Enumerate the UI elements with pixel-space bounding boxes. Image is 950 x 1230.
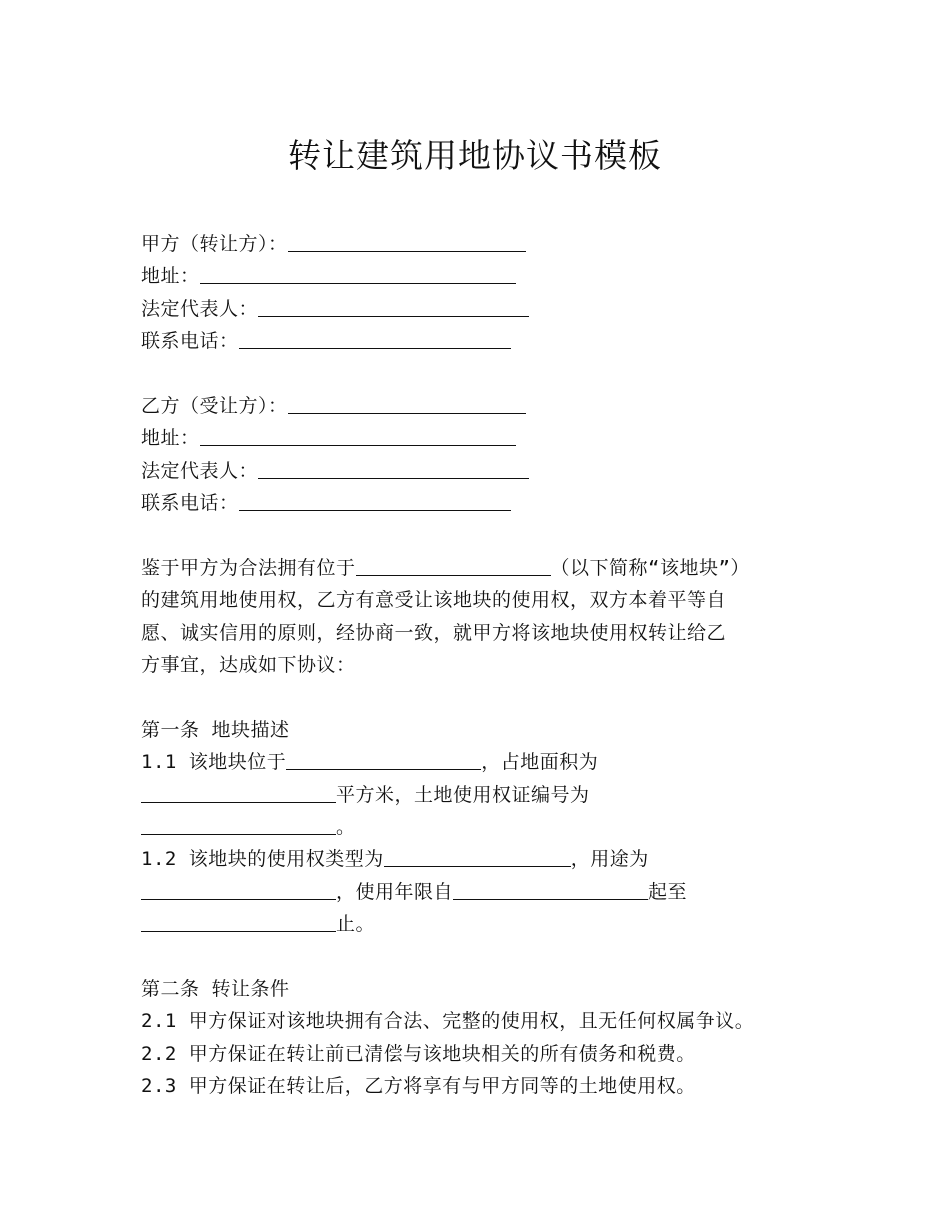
- party-a-phone-blank: [239, 328, 511, 349]
- document-title: 转让建筑用地协议书模板: [288, 136, 662, 175]
- party-a-phone-label: 联系电话：: [141, 330, 239, 353]
- clause-2-1: 2.1 甲方保证对该地块拥有合法、完整的使用权，且无任何权属争议。: [141, 1010, 755, 1033]
- land-location-blank: [286, 749, 481, 770]
- clause-1-2-line-2: [141, 876, 841, 908]
- article-2-heading: 第二条 转让条件: [141, 977, 290, 1000]
- clause-2-3: 2.3 甲方保证在转让后，乙方将享有与甲方同等的土地使用权。: [141, 1075, 696, 1098]
- party-a-phone-line: [141, 325, 841, 357]
- clause-text: 1.2 该地块的使用权类型为: [141, 848, 384, 871]
- spacer: [141, 941, 841, 973]
- party-b-phone-blank: [239, 490, 511, 511]
- party-a-name-blank: [288, 231, 526, 252]
- preamble-line-1: [141, 552, 841, 584]
- start-date-blank: [453, 879, 648, 900]
- preamble-text: （以下简称“该地块”）: [550, 556, 750, 579]
- land-area-blank: [141, 782, 336, 803]
- end-date-blank: [141, 911, 336, 932]
- preamble-text: 鉴于甲方为合法拥有位于: [141, 556, 356, 579]
- preamble-line-3: 愿、诚实信用的原则，经协商一致，就甲方将该地块使用权转让给乙: [141, 621, 727, 644]
- clause-1-2-line-3: [141, 908, 841, 940]
- clause-1-2-line-1: [141, 843, 841, 875]
- spacer: [141, 520, 841, 552]
- clause-1-1-line-2: [141, 779, 841, 811]
- preamble-line-2: 的建筑用地使用权，乙方有意受让该地块的使用权，双方本着平等自: [141, 589, 727, 612]
- party-b-phone-line: [141, 487, 841, 519]
- party-a-representative-label: 法定代表人：: [141, 297, 259, 320]
- clause-text: 止。: [336, 913, 376, 936]
- spacer: [141, 358, 841, 390]
- party-a-name-label: 甲方（转让方）：: [141, 233, 288, 255]
- land-purpose-blank: [141, 879, 336, 900]
- use-right-type-blank: [384, 846, 571, 867]
- party-b-address-line: [141, 422, 841, 454]
- preamble-line-4: 方事宜，达成如下协议：: [141, 654, 356, 677]
- clause-text: 起至: [648, 880, 688, 903]
- clause-text: 1.1 该地块位于: [141, 751, 287, 774]
- clause-text: ，占地面积为: [481, 751, 599, 774]
- clause-text: 平方米，土地使用权证编号为: [336, 783, 590, 806]
- party-b-representative-line: [141, 455, 841, 487]
- certificate-number-blank: [141, 814, 336, 835]
- party-a-representative-blank: [258, 296, 529, 317]
- party-a-address-blank: [200, 263, 516, 284]
- party-b-representative-label: 法定代表人：: [141, 459, 259, 482]
- party-b-name-line: [141, 390, 841, 422]
- clause-1-1-line-3: [141, 811, 841, 843]
- clause-2-2: 2.2 甲方保证在转让前已清偿与该地块相关的所有债务和税费。: [141, 1042, 696, 1065]
- party-a-address-line: [141, 260, 841, 292]
- party-b-name-blank: [288, 393, 526, 414]
- party-b-address-label: 地址：: [141, 427, 200, 450]
- clause-text: ，用途为: [570, 848, 649, 871]
- party-b-representative-blank: [258, 458, 529, 479]
- spacer: [141, 681, 841, 713]
- document-body: [141, 228, 841, 1103]
- article-1-heading: 第一条 地块描述: [141, 718, 290, 741]
- party-a-name-line: [141, 228, 841, 260]
- party-b-address-blank: [200, 425, 516, 446]
- party-a-representative-line: [141, 293, 841, 325]
- party-b-phone-label: 联系电话：: [141, 492, 239, 515]
- clause-1-1-line-1: [141, 746, 841, 778]
- clause-text: 。: [336, 816, 356, 839]
- land-location-blank: [356, 555, 551, 576]
- party-b-name-label: 乙方（受让方）：: [141, 394, 288, 417]
- party-a-address-label: 地址：: [141, 265, 200, 288]
- clause-text: ，使用年限自: [336, 880, 454, 903]
